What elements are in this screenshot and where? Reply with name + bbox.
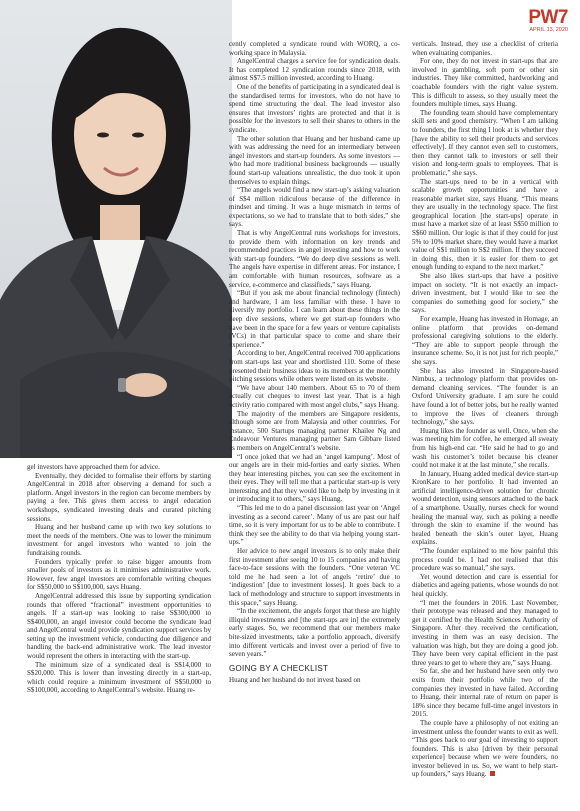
paragraph: Huang and her husband came up with two key solutions to meet the needs of the members. One was to lower the minimum investment for angel investors who wanted to join the fundraising rounds. bbox=[27, 523, 211, 557]
paragraph: She has also invested in Singapore-based Nimbus, a technology platform that provides on-demand cleaning services. “The founder is an Oxford University graduate. I am sure he could have found a lot of better jobs, but he really wanted to improve the lives of cleaners through technology,” she says. bbox=[412, 366, 558, 427]
paragraph: cently completed a syndicate round with WORQ, a co-working space in Malaysia. bbox=[229, 40, 400, 57]
issue-date: APRIL 13, 2020 bbox=[529, 27, 568, 33]
paragraph: “This led me to do a panel discussion last year on ‘Angel investing as a second career’. Many of us are past our half time, so it is very important for us to be able to contribute. I think they see the ability to do that via helping young start-ups.” bbox=[229, 504, 400, 547]
paragraph: Founders typically prefer to raise bigger amounts from smaller pools of investors as it minimises administrative work. However, few angel investors are comfortable writing cheques for S$50,000 to S$100,000, says Huang. bbox=[27, 557, 211, 592]
portrait-illustration bbox=[0, 0, 232, 458]
paragraph: Eventually, they decided to formalise their efforts by starting AngelCentral in 2018 after observing a demand for such a platform. Angel investors in the region can become members by paying a fee. This gives them access to angel education workshops, syndicated investing deals and curated pitching sessions. bbox=[27, 471, 211, 523]
paragraph: “I once joked that we had an ‘angel kampung’. Most of our angels are in their mid-forties and early sixties. When they hear interesting pitches, you can see the excitement in their eyes. They will tell me that a particular start-up is very interesting and that they would like to help by investing in it or introducing it to others,” says Huang. bbox=[229, 452, 400, 504]
paragraph: Huang and her husband do not invest based on bbox=[229, 675, 361, 684]
paragraph: The start-ups need to be in a vertical with scalable growth opportunities and have a reasonable market size, says Huang. “This means they are usually in the technology space. The first geographical location [the start-ups] operate in must have a market size of at least S$50 million to S$60 million. Our logic is that if they could for just 5% to 10% market share, they would have a market value of S$1 million to S$2 million. If they succeed in doing this, then it is easier for them to get enough funding to expand to the next market.” bbox=[412, 177, 558, 272]
page-label: PW7 bbox=[528, 7, 568, 28]
paragraph: According to her, AngelCentral received 700 applications from start-ups last year and shortlisted 110. Some of these presented their business ideas to its members at the monthly pitching sessions while others were listed on its website. bbox=[229, 349, 400, 384]
paragraph: “But if you ask me about financial technology (fintech) and hardware, I am less familiar with these. I have to diversify my portfolio. I can learn about these things in the deep dive sessions, where we get start-up founders who have been in the space for a few years or venture capitalists (VCs) in that particular space to come and share their experience.” bbox=[229, 289, 400, 349]
paragraph: That is why AngelCentral runs workshops for investors, to provide them with information on key trends and recommended practices in angel investing and how to work with start-up founders. “We do deep dive sessions as well. The angels have expertise in different areas. For instance, I am comfortable with human resources, software as a service, e-commerce and classifieds,” says Huang. bbox=[229, 229, 400, 289]
paragraph: “I met the founders in 2016. Last November, their prototype was released and they managed to get it certified by the Health Sciences Authority of Singapore. After they received the certification, investing in them was an easy decision. The valuation was high, but they are doing a good job. They have been very capital efficient in the past three years to get to where they are,” says Huang. bbox=[412, 598, 558, 667]
paragraph: So far, she and her husband have seen only two exits from their portfolio while two of the companies they invested in have failed. According to Huang, their internal rate of return on paper is 18% since they became full-time angel investors in 2015. bbox=[412, 667, 558, 719]
paragraph: For example, Huang has invested in Homage, an online platform that provides on-demand professional caregiving solutions to the elderly. “They are able to support people through the insurance scheme. So, it is not just for rich people,” she says. bbox=[412, 315, 558, 366]
section-subhead: GOING BY A CHECKLIST bbox=[229, 663, 329, 673]
paragraph: The majority of the members are Singapore residents, although some are from Malaysia and other countries. For instance, 500 Startups managing partner Khailee Ng and Endeavour Ventures managing partner Sam Gibbare listed as members on AngelCentral’s website. bbox=[229, 409, 400, 452]
paragraph: She also likes start-ups that have a positive impact on society. “It is not exactly an impact-driven investment, but I would like to see the companies do something good for society,” she says. bbox=[412, 272, 558, 315]
paragraph: gel investors have approached them for advice. bbox=[27, 463, 160, 471]
paragraph: Huang likes the founder as well. Once, when she was meeting him for coffee, he emerged all sweaty from his high-end car. “He said he had to go and wash his customer’s toilet because his cleaner could not make it at the last minute,” she recalls. bbox=[412, 426, 558, 470]
paragraph: One of the benefits of participating in a syndicated deal is the standardised terms for investors, who do not have to spend time structuring the deal. The lead investor also ensures that investors’ rights are protected and that it is possible for the investors to sell their shares to others in the syndicate. bbox=[229, 82, 400, 134]
paragraph: In January, Huang added medical device start-up KronKare to her portfolio. It had invented an artificial intelligence-driven solution for chronic wound detection, using sensors attached to the back of a smartphone. Usually, nurses check for wound healing the manual way, such as poking a needle through the skin to examine if the wound has healed beneath the skin’s outer layer, Huang explains. bbox=[412, 469, 558, 547]
paragraph: “The founder explained to me how painful this process could be. I had not realised that this procedure was so manual,” she says. bbox=[412, 547, 558, 573]
paragraph: “The angels would find a new start-up’s asking valuation of S$4 million ridiculous because of the difference in mindset and timing. It was a huge mismatch in terms of expectations, so we had to translate that to both sides,” she says. bbox=[229, 186, 400, 229]
paragraph: Yet wound detection and care is essential for diabetics and ageing patients, whose wounds do not heal quickly. bbox=[412, 572, 558, 598]
paragraph: AngelCentral charges a service fee for syndication deals. It has completed 12 syndication rounds since 2018, with almost S$7.5 million invested, according to Huang. bbox=[229, 57, 400, 83]
article-column-3 bbox=[412, 40, 558, 803]
article-column-1 bbox=[27, 463, 211, 803]
paragraph: verticals. Instead, they use a checklist of criteria when evaluating companies. bbox=[412, 40, 558, 57]
paragraph: Her advice to new angel investors is to only make their first investment after seeing 10 to 15 companies and having face-to-face sessions with the founders. “One veteran VC told me he had seen a lot of angels ‘retire’ due to ‘indigestion’ [due to investment losses]. It goes back to a lack of methodology and structure to support investments in this space,” says Huang. bbox=[229, 547, 400, 607]
paragraph: For one, they do not invest in start-ups that are involved in gambling, soft porn or other sin industries. They like committed, hardworking and coachable founders with the right value system. This is difficult to assess, so they usually meet the founders multiple times, says Huang. bbox=[412, 57, 558, 109]
paragraph: The other solution that Huang and her husband came up with was addressing the need for an intermediary between angel investors and start-up founders. As some investors — who had more traditional business backgrounds — usually found start-up valuations unrealistic, the duo took it upon themselves to explain things. bbox=[229, 134, 400, 186]
paragraph: AngelCentral addressed this issue by supporting syndication rounds that offered “fractional” investment opportunities to angels. If a start-up was looking to raise S$300,000 to S$400,000, an angel investor could become the syndicate lead and AngelCentral would provide syndication support services by setting up the investment vehicle, conducting due diligence and handling the back-end administrative work. The lead investor would represent the others in interacting with the start-up. bbox=[27, 591, 211, 661]
page-masthead bbox=[528, 8, 568, 34]
paragraph bbox=[412, 719, 558, 779]
article-column-2 bbox=[229, 40, 400, 803]
paragraph: “We have about 140 members. About 65 to 70 of them actually cut cheques to invest last year. That is a high activity ratio compared with most angel clubs,” says Huang. bbox=[229, 383, 400, 409]
end-of-article-square-icon bbox=[490, 771, 495, 776]
final-paragraph-text: The couple have a philosophy of not exiting an investment unless the founder wants to exit as well. “This goes back to our goal of investing to support founders. This is also [driven by their personal experience] because when we were founders, no investor believed in us. So, we want to help start-up founders,” says Huang. bbox=[412, 718, 558, 779]
portrait-photo bbox=[0, 0, 232, 458]
paragraph: The founding team should have complementary skill sets and good chemistry. “When I am talking to founders, the first thing I look at is whether they [have the ability to sell their products and services effectively]. If they cannot even sell to customers, then they cannot talk to investors or sell their vision and long-term goals to employees. That is problematic,” she says. bbox=[412, 108, 558, 177]
paragraph: The minimum size of a syndicated deal is S$14,000 to S$20,000. This is lower than investing directly in a start-up, which could require a minimum investment of S$50,000 to S$100,000, according to AngelCentral’s website. Huang re- bbox=[27, 660, 211, 695]
paragraph: “In the excitement, the angels forgot that these are highly illiquid investments and [the start-ups are in] the extremely early stages. So, we recommend that our members make bite-sized investments, take a portfolio approach, diversify into different verticals and invest over a period of five to seven years.” bbox=[229, 607, 400, 659]
